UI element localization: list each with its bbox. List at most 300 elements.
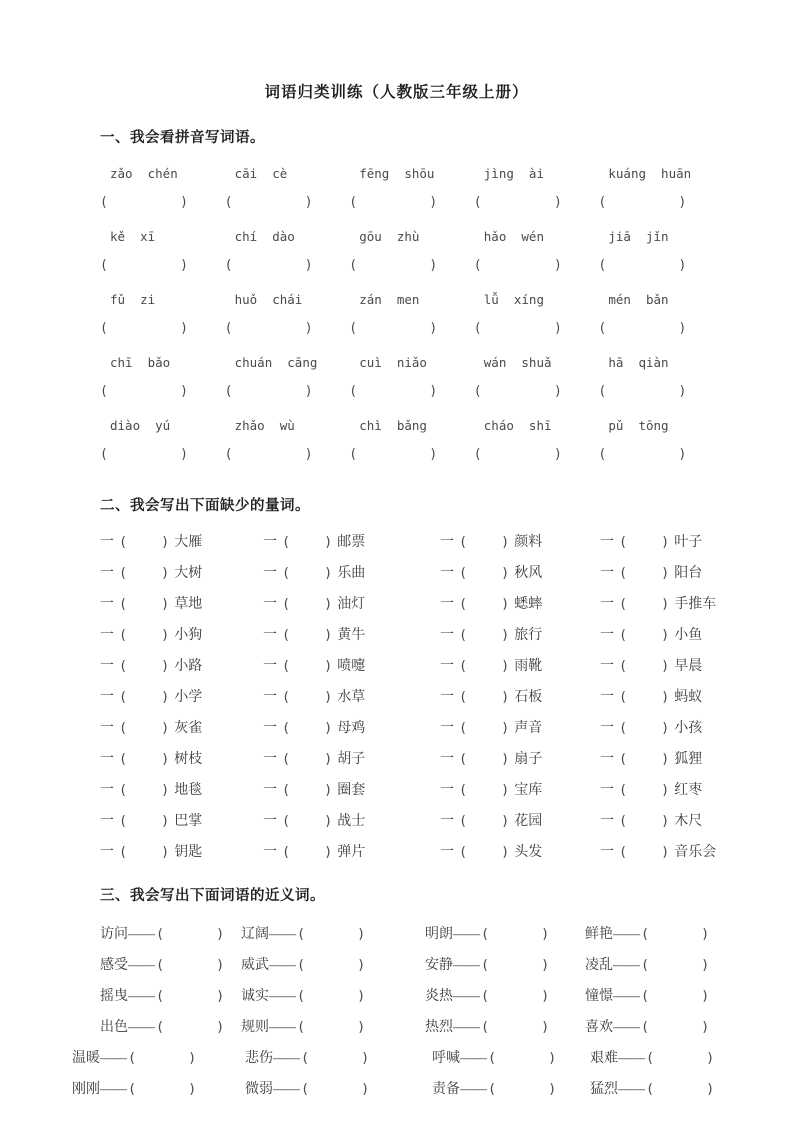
word-label: 摇曳 (100, 988, 128, 1004)
open-paren: ( (646, 1080, 655, 1097)
measure-word-grid (0, 515, 793, 866)
close-paren: ) (180, 384, 188, 399)
dash: —— (269, 988, 295, 1004)
close-paren: ) (304, 384, 313, 399)
noun-label: 喷嚏 (337, 658, 366, 674)
numeral-prefix: 一 (263, 658, 277, 674)
dash: —— (613, 988, 639, 1004)
pinyin-word: jìng ài (483, 166, 544, 181)
close-paren: ) (161, 564, 170, 581)
open-paren: ( (481, 925, 490, 942)
answer-blank (598, 257, 686, 274)
synonym-item (241, 985, 425, 1005)
word-label: 鲜艳 (585, 926, 613, 942)
pinyin-word: cháo shī (483, 418, 552, 433)
answer-blank (474, 257, 562, 274)
measure-word-item (600, 717, 793, 737)
pinyin-item (225, 354, 350, 400)
open-paren: ( (297, 925, 306, 942)
numeral-prefix: 一 (100, 751, 114, 767)
noun-label: 小路 (174, 658, 203, 674)
word-label: 炎热 (425, 988, 453, 1004)
noun-label: 树枝 (174, 751, 203, 767)
synonym-item (425, 1016, 585, 1036)
open-paren: ( (100, 195, 108, 210)
close-paren: ) (180, 258, 188, 273)
numeral-prefix: 一 (440, 658, 454, 674)
noun-label: 宝库 (514, 782, 543, 798)
noun-label: 小学 (174, 689, 203, 705)
close-paren: ) (188, 1049, 197, 1066)
numeral-prefix: 一 (440, 782, 454, 798)
measure-word-row (100, 835, 793, 866)
pinyin-item (598, 417, 723, 463)
close-paren: ) (678, 384, 687, 399)
measure-word-item (100, 717, 263, 737)
close-paren: ) (161, 688, 170, 705)
open-paren: ( (119, 626, 128, 643)
open-paren: ( (459, 564, 468, 581)
open-paren: ( (297, 987, 306, 1004)
pinyin-word: chí dào (234, 229, 295, 244)
close-paren: ) (661, 626, 670, 643)
noun-label: 音乐会 (674, 844, 717, 860)
word-label: 明朗 (425, 926, 453, 942)
synonym-item (590, 1047, 793, 1067)
numeral-prefix: 一 (440, 565, 454, 581)
answer-blank (598, 446, 686, 463)
synonym-item (100, 985, 241, 1005)
dash: —— (269, 957, 295, 973)
answer-blank (100, 446, 188, 463)
measure-word-item (100, 841, 263, 861)
open-paren: ( (619, 657, 628, 674)
close-paren: ) (706, 1049, 715, 1066)
synonym-item (245, 1078, 432, 1098)
close-paren: ) (324, 750, 333, 767)
measure-word-item (100, 562, 263, 582)
synonym-item (425, 954, 585, 974)
answer-blank (474, 194, 562, 211)
open-paren: ( (619, 781, 628, 798)
close-paren: ) (429, 195, 438, 210)
numeral-prefix: 一 (263, 782, 277, 798)
synonym-row (0, 1010, 793, 1041)
pinyin-word: cuì niǎo (359, 355, 427, 370)
close-paren: ) (501, 719, 510, 736)
pinyin-row (100, 291, 723, 337)
noun-label: 花园 (514, 813, 543, 829)
close-paren: ) (429, 321, 438, 336)
pinyin-item (474, 165, 599, 211)
measure-word-item (100, 810, 263, 830)
close-paren: ) (661, 657, 670, 674)
close-paren: ) (304, 321, 313, 336)
pinyin-word: chī bǎo (110, 355, 171, 370)
measure-word-item (440, 531, 600, 551)
pinyin-word: hǎo wén (483, 229, 544, 244)
noun-label: 声音 (514, 720, 543, 736)
noun-label: 大雁 (174, 534, 203, 550)
noun-label: 小孩 (674, 720, 703, 736)
open-paren: ( (224, 258, 233, 273)
answer-blank (225, 446, 313, 463)
open-paren: ( (349, 195, 358, 210)
open-paren: ( (119, 564, 128, 581)
measure-word-item (600, 531, 793, 551)
noun-label: 圈套 (337, 782, 366, 798)
open-paren: ( (619, 564, 628, 581)
close-paren: ) (161, 595, 170, 612)
open-paren: ( (641, 987, 650, 1004)
measure-word-item (600, 624, 793, 644)
open-paren: ( (282, 626, 291, 643)
synonym-row (0, 948, 793, 979)
synonym-row (0, 917, 793, 948)
close-paren: ) (701, 1018, 710, 1035)
measure-word-item (600, 562, 793, 582)
word-label: 憧憬 (585, 988, 613, 1004)
noun-label: 木尺 (674, 813, 703, 829)
synonym-item (100, 923, 241, 943)
open-paren: ( (598, 195, 607, 210)
open-paren: ( (301, 1049, 310, 1066)
answer-blank (349, 257, 437, 274)
open-paren: ( (224, 384, 233, 399)
pinyin-word: kě xī (110, 229, 156, 244)
close-paren: ) (661, 843, 670, 860)
synonym-row (0, 1041, 793, 1072)
open-paren: ( (282, 533, 291, 550)
close-paren: ) (501, 564, 510, 581)
open-paren: ( (100, 447, 108, 462)
noun-label: 小狗 (174, 627, 203, 643)
noun-label: 红枣 (674, 782, 703, 798)
measure-word-item (263, 841, 440, 861)
open-paren: ( (473, 321, 482, 336)
numeral-prefix: 一 (263, 627, 277, 643)
pinyin-item (100, 417, 225, 463)
measure-word-item (263, 748, 440, 768)
pinyin-item (100, 354, 225, 400)
answer-blank (474, 383, 562, 400)
noun-label: 母鸡 (337, 720, 366, 736)
dash: —— (618, 1050, 644, 1066)
open-paren: ( (481, 956, 490, 973)
synonym-item (585, 954, 793, 974)
noun-label: 大树 (174, 565, 203, 581)
measure-word-item (440, 686, 600, 706)
numeral-prefix: 一 (100, 782, 114, 798)
numeral-prefix: 一 (440, 689, 454, 705)
numeral-prefix: 一 (600, 813, 614, 829)
close-paren: ) (553, 447, 562, 462)
dash: —— (613, 926, 639, 942)
dash: —— (269, 1019, 295, 1035)
measure-word-item (440, 593, 600, 613)
close-paren: ) (429, 447, 438, 462)
close-paren: ) (548, 1049, 557, 1066)
close-paren: ) (541, 956, 550, 973)
open-paren: ( (641, 1018, 650, 1035)
measure-word-row (100, 587, 793, 618)
close-paren: ) (661, 750, 670, 767)
open-paren: ( (100, 384, 108, 399)
pinyin-item (349, 228, 474, 274)
close-paren: ) (161, 812, 170, 829)
open-paren: ( (473, 447, 482, 462)
measure-word-item (600, 841, 793, 861)
dash: —— (460, 1081, 486, 1097)
pinyin-word: huǒ chái (234, 292, 303, 307)
pinyin-item (474, 228, 599, 274)
measure-word-row (100, 618, 793, 649)
close-paren: ) (501, 812, 510, 829)
close-paren: ) (501, 626, 510, 643)
open-paren: ( (119, 781, 128, 798)
pinyin-word: zǎo chén (110, 166, 178, 181)
pinyin-row (100, 165, 723, 211)
close-paren: ) (701, 987, 710, 1004)
open-paren: ( (459, 812, 468, 829)
open-paren: ( (481, 1018, 490, 1035)
pinyin-item (474, 354, 599, 400)
close-paren: ) (324, 812, 333, 829)
numeral-prefix: 一 (600, 751, 614, 767)
answer-blank (598, 320, 686, 337)
open-paren: ( (119, 750, 128, 767)
open-paren: ( (156, 956, 165, 973)
close-paren: ) (216, 925, 225, 942)
close-paren: ) (304, 258, 313, 273)
dash: —— (100, 1050, 126, 1066)
pinyin-item (349, 354, 474, 400)
open-paren: ( (282, 688, 291, 705)
open-paren: ( (598, 321, 607, 336)
close-paren: ) (429, 384, 438, 399)
measure-word-item (263, 624, 440, 644)
pinyin-item (225, 291, 350, 337)
close-paren: ) (161, 781, 170, 798)
open-paren: ( (619, 595, 628, 612)
noun-label: 雨靴 (514, 658, 543, 674)
noun-label: 乐曲 (337, 565, 366, 581)
close-paren: ) (661, 533, 670, 550)
pinyin-word: jiā jǐn (608, 229, 669, 244)
noun-label: 扇子 (514, 751, 543, 767)
close-paren: ) (501, 843, 510, 860)
pinyin-item (100, 228, 225, 274)
open-paren: ( (349, 384, 358, 399)
word-label: 规则 (241, 1019, 269, 1035)
open-paren: ( (224, 447, 233, 462)
answer-blank (349, 320, 437, 337)
word-label: 猛烈 (590, 1081, 618, 1097)
open-paren: ( (459, 533, 468, 550)
open-paren: ( (459, 843, 468, 860)
word-label: 凌乱 (585, 957, 613, 973)
measure-word-item (440, 748, 600, 768)
synonym-item (585, 1016, 793, 1036)
answer-blank (100, 320, 188, 337)
numeral-prefix: 一 (440, 844, 454, 860)
synonym-item (432, 1078, 590, 1098)
numeral-prefix: 一 (263, 751, 277, 767)
open-paren: ( (100, 321, 108, 336)
numeral-prefix: 一 (600, 565, 614, 581)
answer-blank (349, 194, 437, 211)
pinyin-row (100, 417, 723, 463)
word-label: 责备 (432, 1081, 460, 1097)
answer-blank (474, 320, 562, 337)
pinyin-item (474, 291, 599, 337)
numeral-prefix: 一 (440, 627, 454, 643)
dash: —— (269, 926, 295, 942)
page-title: 词语归类训练（人教版三年级上册） (264, 84, 529, 101)
pinyin-item (598, 354, 723, 400)
close-paren: ) (324, 781, 333, 798)
word-label: 刚刚 (72, 1081, 100, 1097)
pinyin-word: lǚ xíng (483, 292, 544, 307)
numeral-prefix: 一 (263, 813, 277, 829)
answer-blank (349, 383, 437, 400)
answer-blank (225, 320, 313, 337)
measure-word-item (100, 748, 263, 768)
open-paren: ( (301, 1080, 310, 1097)
measure-word-item (600, 655, 793, 675)
pinyin-grid (0, 147, 793, 463)
close-paren: ) (661, 719, 670, 736)
open-paren: ( (349, 447, 358, 462)
close-paren: ) (553, 195, 562, 210)
numeral-prefix: 一 (600, 658, 614, 674)
open-paren: ( (598, 384, 607, 399)
pinyin-item (598, 228, 723, 274)
synonym-item (72, 1047, 245, 1067)
open-paren: ( (282, 564, 291, 581)
open-paren: ( (598, 447, 607, 462)
open-paren: ( (481, 987, 490, 1004)
noun-label: 黄牛 (337, 627, 366, 643)
numeral-prefix: 一 (600, 596, 614, 612)
close-paren: ) (678, 447, 687, 462)
close-paren: ) (706, 1080, 715, 1097)
close-paren: ) (304, 447, 313, 462)
open-paren: ( (119, 719, 128, 736)
close-paren: ) (501, 750, 510, 767)
open-paren: ( (224, 321, 233, 336)
pinyin-word: chuán cāng (234, 355, 318, 370)
numeral-prefix: 一 (440, 596, 454, 612)
open-paren: ( (128, 1049, 137, 1066)
dash: —— (453, 988, 479, 1004)
measure-word-item (263, 593, 440, 613)
close-paren: ) (324, 626, 333, 643)
section2-heading: 二、我会写出下面缺少的量词。 (100, 498, 310, 514)
dash: —— (453, 926, 479, 942)
close-paren: ) (661, 688, 670, 705)
word-label: 悲伤 (245, 1050, 273, 1066)
close-paren: ) (324, 595, 333, 612)
open-paren: ( (459, 626, 468, 643)
open-paren: ( (459, 750, 468, 767)
close-paren: ) (701, 956, 710, 973)
noun-label: 叶子 (674, 534, 703, 550)
noun-label: 颜料 (514, 534, 543, 550)
measure-word-row (100, 773, 793, 804)
open-paren: ( (619, 750, 628, 767)
answer-blank (598, 383, 686, 400)
close-paren: ) (501, 688, 510, 705)
close-paren: ) (357, 987, 366, 1004)
measure-word-row (100, 711, 793, 742)
open-paren: ( (349, 258, 358, 273)
noun-label: 石板 (514, 689, 543, 705)
pinyin-word: hā qiàn (608, 355, 669, 370)
numeral-prefix: 一 (263, 720, 277, 736)
measure-word-row (100, 680, 793, 711)
synonym-item (590, 1078, 793, 1098)
close-paren: ) (324, 533, 333, 550)
synonym-item (245, 1047, 432, 1067)
close-paren: ) (324, 719, 333, 736)
pinyin-word: wán shuǎ (483, 355, 552, 370)
close-paren: ) (661, 564, 670, 581)
measure-word-item (600, 810, 793, 830)
close-paren: ) (548, 1080, 557, 1097)
close-paren: ) (161, 626, 170, 643)
section3-heading: 三、我会写出下面词语的近义词。 (100, 888, 325, 904)
close-paren: ) (429, 258, 438, 273)
numeral-prefix: 一 (440, 751, 454, 767)
measure-word-item (263, 717, 440, 737)
noun-label: 油灯 (337, 596, 366, 612)
measure-word-item (263, 779, 440, 799)
answer-blank (474, 446, 562, 463)
dash: —— (128, 1019, 154, 1035)
open-paren: ( (473, 195, 482, 210)
measure-word-item (440, 717, 600, 737)
open-paren: ( (619, 533, 628, 550)
numeral-prefix: 一 (100, 813, 114, 829)
pinyin-word: zhǎo wù (234, 418, 295, 433)
noun-label: 水草 (337, 689, 366, 705)
noun-label: 阳台 (674, 565, 703, 581)
measure-word-item (263, 686, 440, 706)
pinyin-word: diào yú (110, 418, 171, 433)
dash: —— (273, 1050, 299, 1066)
open-paren: ( (473, 384, 482, 399)
pinyin-item (225, 228, 350, 274)
open-paren: ( (488, 1080, 497, 1097)
close-paren: ) (161, 750, 170, 767)
open-paren: ( (459, 595, 468, 612)
noun-label: 蚂蚁 (674, 689, 703, 705)
open-paren: ( (156, 925, 165, 942)
numeral-prefix: 一 (100, 534, 114, 550)
measure-word-item (440, 841, 600, 861)
close-paren: ) (216, 956, 225, 973)
numeral-prefix: 一 (100, 596, 114, 612)
pinyin-word: gōu zhù (359, 229, 420, 244)
numeral-prefix: 一 (263, 689, 277, 705)
word-label: 温暖 (72, 1050, 100, 1066)
measure-word-row (100, 649, 793, 680)
open-paren: ( (119, 843, 128, 860)
open-paren: ( (119, 595, 128, 612)
pinyin-item (225, 417, 350, 463)
pinyin-word: cāi cè (234, 166, 288, 181)
